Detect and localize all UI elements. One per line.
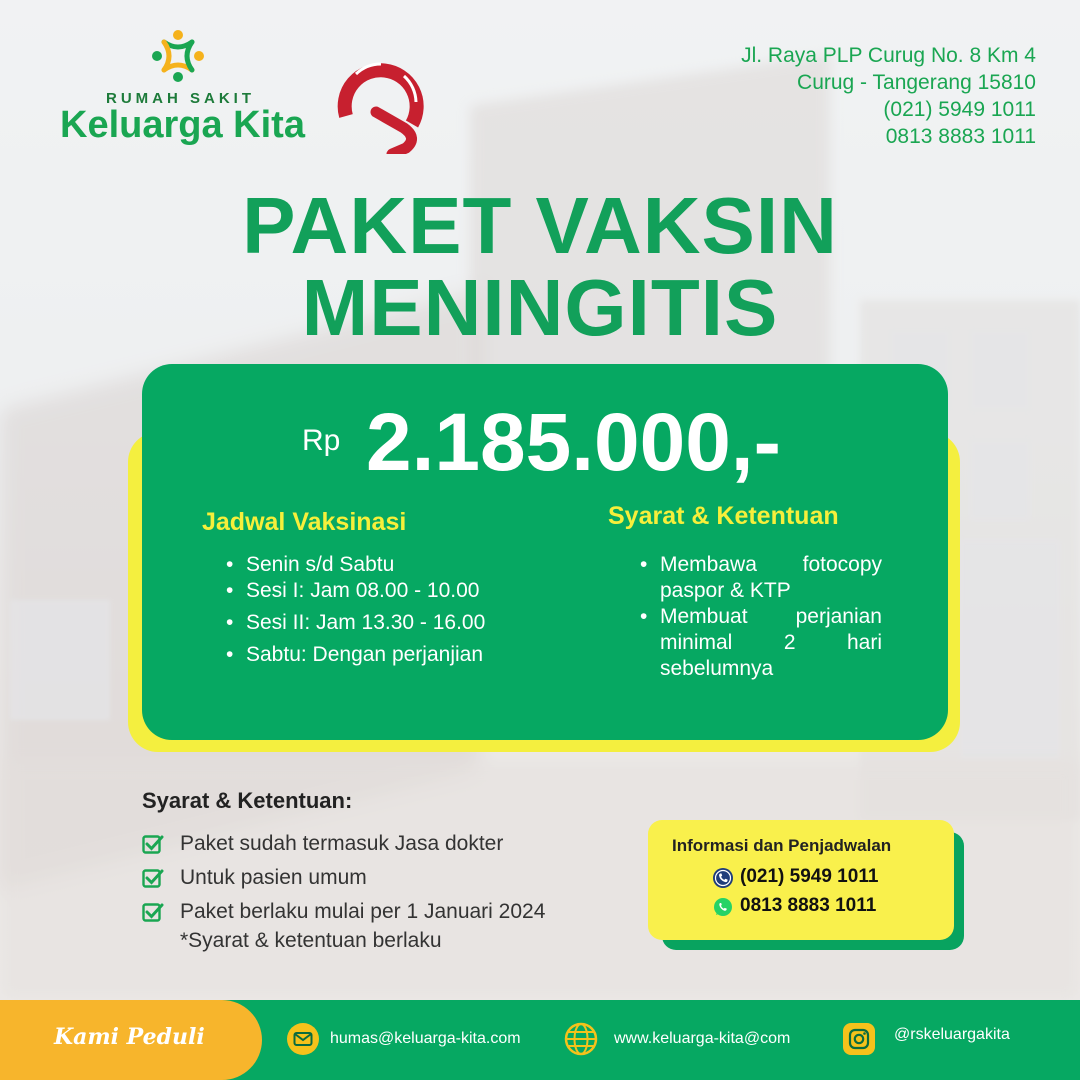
- page-title-line-2: MENINGITIS: [301, 263, 779, 352]
- check-icon: [142, 867, 164, 889]
- info-phone[interactable]: [712, 866, 878, 888]
- list-item: • Membawa fotocopy paspor & KTP: [640, 552, 882, 604]
- price-currency: Rp: [302, 424, 341, 457]
- hospital-logo: [60, 28, 305, 148]
- address-phone-2: 0813 8883 1011: [885, 125, 1036, 148]
- list-item: • Sesi II: Jam 13.30 - 16.00: [226, 610, 490, 636]
- info-phone-number: (021) 5949 1011: [740, 866, 879, 887]
- info-whatsapp[interactable]: [712, 895, 876, 917]
- tagline: Kami Peduli: [54, 1024, 205, 1050]
- requirements-heading: Syarat & Ketentuan: [608, 502, 839, 530]
- terms-list: [142, 830, 545, 932]
- info-whatsapp-number: 0813 8883 1011: [740, 895, 877, 916]
- list-item: [142, 898, 545, 932]
- requirements-list: [640, 552, 882, 682]
- quality-q-logo-icon: [326, 54, 436, 154]
- people-circle-icon: [150, 28, 206, 84]
- list-item: • Membuat perjanian minimal 2 hari sebelumnya: [640, 604, 882, 682]
- logo-name: Keluarga Kita: [60, 104, 305, 146]
- terms-note: *Syarat & ketentuan berlaku: [180, 929, 442, 952]
- terms-item-text: Paket sudah termasuk Jasa dokter: [180, 832, 504, 855]
- footer-website-text: www.keluarga-kita@com: [614, 1030, 791, 1047]
- check-icon: [142, 833, 164, 855]
- schedule-list: [226, 552, 490, 674]
- address-line-1: Jl. Raya PLP Curug No. 8 Km 4: [741, 44, 1036, 67]
- footer-instagram-text: @rskeluargakita: [894, 1026, 1010, 1043]
- address-phone-1: (021) 5949 1011: [883, 98, 1036, 121]
- info-heading: Informasi dan Penjadwalan: [672, 836, 892, 855]
- list-item: • Senin s/d Sabtu: [226, 552, 490, 578]
- footer-email-text: humas@keluarga-kita.com: [330, 1030, 521, 1047]
- list-item: • Sesi I: Jam 08.00 - 10.00: [226, 578, 490, 604]
- list-item: [142, 830, 545, 864]
- schedule-heading: Jadwal Vaksinasi: [202, 508, 407, 536]
- address-line-2: Curug - Tangerang 15810: [797, 71, 1036, 94]
- price-amount: 2.185.000,-: [366, 397, 781, 488]
- terms-item-text: Untuk pasien umum: [180, 866, 367, 889]
- instagram-icon: [842, 1022, 876, 1056]
- terms-heading: Syarat & Ketentuan:: [142, 788, 353, 813]
- list-item: [142, 864, 545, 898]
- page-title-line-1: PAKET VAKSIN: [242, 181, 838, 270]
- globe-icon: [564, 1022, 598, 1056]
- email-icon: [286, 1022, 320, 1056]
- hospital-address: [741, 42, 1036, 150]
- logo-subtitle: RUMAH SAKIT: [106, 90, 255, 107]
- terms-item-text: Paket berlaku mulai per 1 Januari 2024: [180, 900, 546, 923]
- whatsapp-icon: [712, 896, 734, 918]
- list-item: • Sabtu: Dengan perjanjian: [226, 642, 490, 668]
- check-icon: [142, 901, 164, 923]
- phone-icon: [712, 867, 734, 889]
